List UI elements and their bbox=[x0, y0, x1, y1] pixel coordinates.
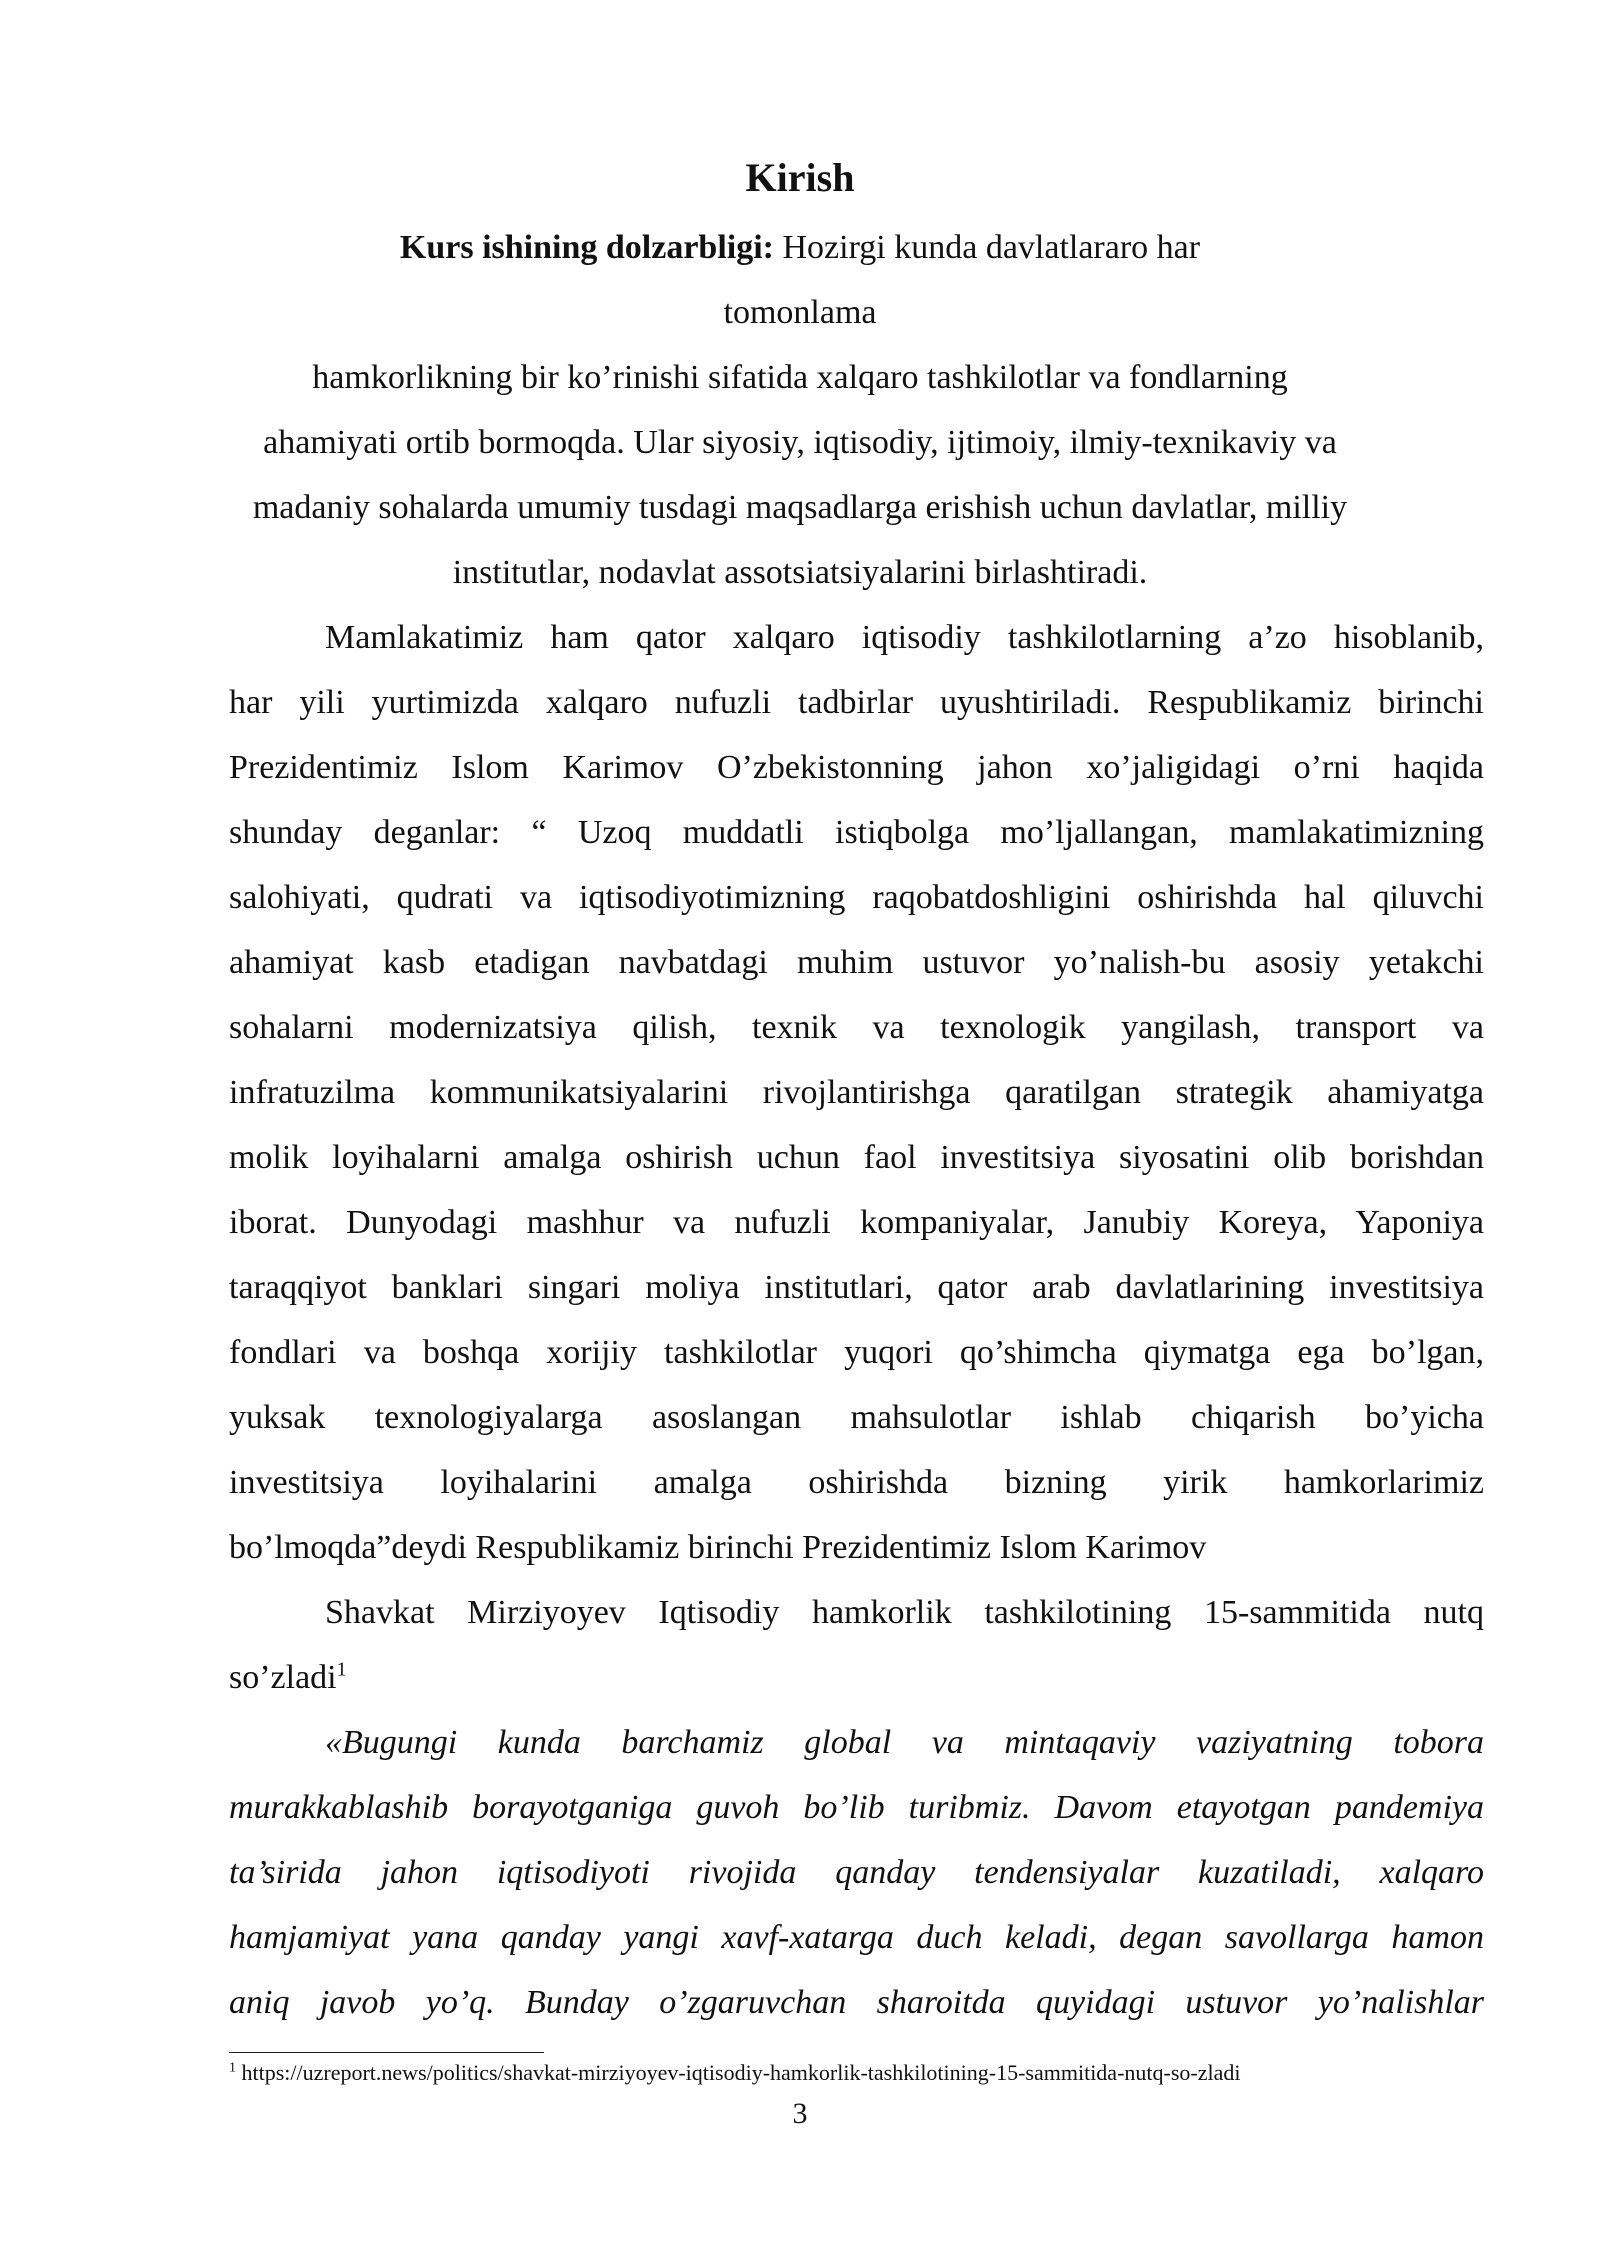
paragraph-line: iborat. Dunyodagi mashhur va nufuzli kompaniyalar, Janubiy Koreya, Yaponiya bbox=[229, 1204, 1484, 1241]
intro-line-3: hamkorlikning bir ko’rinishi sifatida xalqaro tashkilotlar va fondlarning bbox=[312, 359, 1288, 396]
page-title: Kirish bbox=[745, 155, 855, 200]
paragraph-line: bo’lmoqda”deydi Respublikamiz birinchi Prezidentimiz Islom Karimov bbox=[229, 1529, 1207, 1566]
footnote-link[interactable]: https://uzreport.news/politics/shavkat-mirziyoyev-iqtisodiy-hamkorlik-tashkilotining-15-sammitida-nutq-so-zladi bbox=[236, 2060, 1241, 2085]
paragraph-mirziyoyev-line-2 bbox=[229, 1645, 1484, 1710]
footnote bbox=[229, 2058, 1240, 2088]
paragraph-line: shunday deganlar: “ Uzoq muddatli istiqbolga mo’ljallangan, mamlakatimizning bbox=[229, 814, 1484, 851]
paragraph-line: fondlari va boshqa xorijiy tashkilotlar yuqori qo’shimcha qiymatga ega bo’lgan, bbox=[229, 1334, 1484, 1371]
paragraph-karimov-quote bbox=[229, 605, 1484, 2035]
paragraph-line: Prezidentimiz Islom Karimov O’zbekistonning jahon xo’jaligidagi o’rni haqida bbox=[229, 749, 1484, 786]
intro-line-2: tomonlama bbox=[723, 294, 877, 331]
italic-quote-line: aniq javob yo’q. Bunday o’zgaruvchan sharoitda quyidagi ustuvor yo’nalishlar bbox=[229, 1984, 1484, 2021]
page-number: 3 bbox=[792, 2097, 808, 2130]
paragraph-line: investitsiya loyihalarini amalga oshirishda bizning yirik hamkorlarimiz bbox=[229, 1464, 1484, 1501]
paragraph-line: taraqqiyot banklari singari moliya institutlari, qator arab davlatlarining investitsiya bbox=[229, 1269, 1484, 1306]
intro-bold-label: Kurs ishining dolzarbligi: bbox=[399, 229, 774, 266]
paragraph-line: salohiyati, qudrati va iqtisodiyotimizning raqobatdoshligini oshirishda hal qiluvchi bbox=[229, 879, 1484, 916]
intro-line-5: madaniy sohalarda umumiy tusdagi maqsadlarga erishish uchun davlatlar, milliy bbox=[252, 489, 1348, 526]
italic-quote-line: ta’sirida jahon iqtisodiyoti rivojida qanday tendensiyalar kuzatiladi, xalqaro bbox=[229, 1854, 1484, 1891]
paragraph-line: yuksak texnologiyalarga asoslangan mahsulotlar ishlab chiqarish bo’yicha bbox=[229, 1399, 1484, 1436]
italic-quote-line: hamjamiyat yana qanday yangi xavf-xatarga duch keladi, degan savollarga hamon bbox=[229, 1919, 1484, 1956]
paragraph-line: molik loyihalarni amalga oshirish uchun faol investitsiya siyosatini olib borishdan bbox=[229, 1139, 1484, 1176]
paragraph-mirziyoyev-line-1: Shavkat Mirziyoyev Iqtisodiy hamkorlik tashkilotining 15-sammitida nutq bbox=[325, 1594, 1484, 1631]
so-zladi-text: so’zladi bbox=[229, 1659, 337, 1696]
intro-line-1-text: Hozirgi kunda davlatlararo har bbox=[773, 229, 1201, 266]
intro-line-6: institutlar, nodavlat assotsiatsiyalarini birlashtiradi. bbox=[452, 554, 1148, 591]
italic-quote-line: murakkablashib borayotganiga guvoh bo’lib turibmiz. Davom etayotgan pandemiya bbox=[229, 1789, 1484, 1826]
italic-quote-line: «Bugungi kunda barchamiz global va mintaqaviy vaziyatning tobora bbox=[325, 1724, 1484, 1761]
paragraph-line: sohalarni modernizatsiya qilish, texnik va texnologik yangilash, transport va bbox=[229, 1009, 1484, 1046]
paragraph-line: har yili yurtimizda xalqaro nufuzli tadbirlar uyushtiriladi. Respublikamiz birinchi bbox=[229, 684, 1484, 721]
intro-line-1 bbox=[0, 215, 1600, 280]
paragraph-line: Mamlakatimiz ham qator xalqaro iqtisodiy tashkilotlarning a’zo hisoblanib, bbox=[325, 619, 1484, 656]
footnote-marker: 1 bbox=[229, 2060, 236, 2076]
intro-line-4: ahamiyati ortib bormoqda. Ular siyosiy, iqtisodiy, ijtimoiy, ilmiy-texnikaviy va bbox=[263, 424, 1337, 461]
footnote-reference[interactable]: 1 bbox=[336, 1658, 347, 1681]
paragraph-line: ahamiyat kasb etadigan navbatdagi muhim ustuvor yo’nalish-bu asosiy yetakchi bbox=[229, 944, 1484, 981]
paragraph-line: infratuzilma kommunikatsiyalarini rivojlantirishga qaratilgan strategik ahamiyatga bbox=[229, 1074, 1484, 1111]
footnote-separator bbox=[229, 2052, 544, 2053]
